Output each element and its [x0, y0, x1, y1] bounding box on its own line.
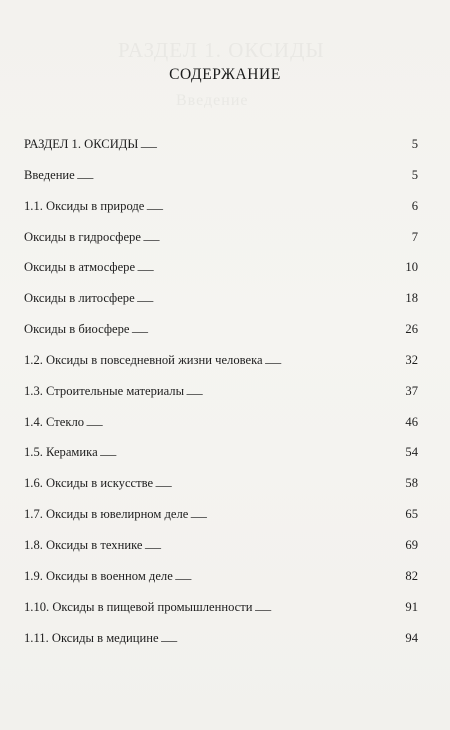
- toc-entry-title: РАЗДЕЛ 1. ОКСИДЫ: [24, 137, 139, 151]
- toc-entry-title: 1.5. Керамика: [24, 445, 98, 460]
- toc-entry-title: 1.10. Оксиды в пищевой промышленности: [24, 599, 253, 614]
- toc-entry-page-number: 37: [405, 383, 418, 398]
- toc-entry-page-number: 18: [405, 291, 418, 306]
- dot-leader: [144, 539, 403, 551]
- toc-entry-page-number: 46: [405, 414, 418, 429]
- toc-entry: [24, 137, 418, 168]
- toc-entry-title: Оксиды в гидросфере: [24, 229, 141, 244]
- toc-entry-page-number: 91: [405, 599, 418, 614]
- dot-leader: [140, 138, 406, 150]
- toc-entry-page-number: 5: [411, 137, 418, 151]
- toc-entry-page-number: 26: [405, 322, 418, 337]
- dot-leader: [175, 570, 404, 582]
- dot-leader: [186, 385, 403, 397]
- toc-entry-title: 1.9. Оксиды в военном деле: [24, 568, 173, 583]
- toc-entry: [24, 291, 418, 322]
- toc-entry: [24, 569, 418, 600]
- dot-leader: [190, 508, 403, 520]
- toc-entry: [24, 507, 418, 538]
- toc-entry-page-number: 65: [405, 507, 418, 522]
- toc-entry: [24, 631, 418, 662]
- toc-entry: [24, 322, 418, 353]
- toc-entry-title: 1.2. Оксиды в повседневной жизни человека: [24, 352, 263, 367]
- toc-entry-title: Оксиды в биосфере: [24, 322, 130, 337]
- dot-leader: [77, 169, 406, 181]
- dot-leader: [143, 231, 406, 243]
- toc-entry-page-number: 10: [405, 260, 418, 275]
- toc-entry: [24, 600, 418, 631]
- dot-leader: [161, 632, 404, 644]
- toc-entry-title: Введение: [24, 167, 75, 182]
- bleed-through-heading: РАЗДЕЛ 1. ОКСИДЫ: [118, 38, 325, 62]
- toc-entry-page-number: 54: [405, 445, 418, 460]
- toc-entry-title: 1.6. Оксиды в искусстве: [24, 476, 154, 491]
- dot-leader: [137, 292, 404, 304]
- toc-entry: [24, 415, 418, 446]
- toc-entry-page-number: 7: [411, 229, 418, 244]
- toc-entry-page-number: 69: [405, 537, 418, 552]
- toc-entry-page-number: 58: [405, 476, 418, 491]
- toc-entry: [24, 384, 418, 415]
- toc-entry-page-number: 5: [411, 167, 418, 182]
- toc-entry-page-number: 6: [411, 198, 418, 213]
- toc-entry-page-number: 32: [405, 352, 418, 367]
- toc-entry-title: 1.11. Оксиды в медицине: [24, 630, 159, 645]
- toc-entry: [24, 168, 418, 199]
- toc-entry: [24, 476, 418, 507]
- dot-leader: [255, 601, 404, 613]
- dot-leader: [86, 416, 403, 428]
- toc-entry-title: 1.7. Оксиды в ювелирном деле: [24, 507, 189, 522]
- toc-entry-page-number: 94: [405, 630, 418, 645]
- page-title: СОДЕРЖАНИЕ: [169, 66, 281, 83]
- toc-entry: [24, 445, 418, 476]
- toc-entry-title: 1.8. Оксиды в технике: [24, 537, 143, 552]
- toc-entry: [24, 199, 418, 230]
- toc-entry: [24, 260, 418, 291]
- toc-entry-title: 1.4. Стекло: [24, 414, 85, 429]
- dot-leader: [137, 261, 403, 273]
- toc-entry: [24, 353, 418, 384]
- dot-leader: [265, 354, 404, 366]
- toc-entry-title: 1.3. Строительные материалы: [24, 383, 185, 398]
- toc-entry-page-number: 82: [405, 568, 418, 583]
- bleed-through-subheading: Введение: [176, 92, 249, 109]
- toc-entry-title: 1.1. Оксиды в природе: [24, 198, 145, 213]
- dot-leader: [146, 200, 406, 212]
- toc-entry: [24, 230, 418, 261]
- dot-leader: [131, 323, 403, 335]
- toc-entry-title: Оксиды в литосфере: [24, 291, 135, 306]
- dot-leader: [155, 477, 403, 489]
- dot-leader: [100, 446, 404, 458]
- toc-entry-title: Оксиды в атмосфере: [24, 260, 136, 275]
- table-of-contents: [24, 137, 418, 661]
- toc-entry: [24, 538, 418, 569]
